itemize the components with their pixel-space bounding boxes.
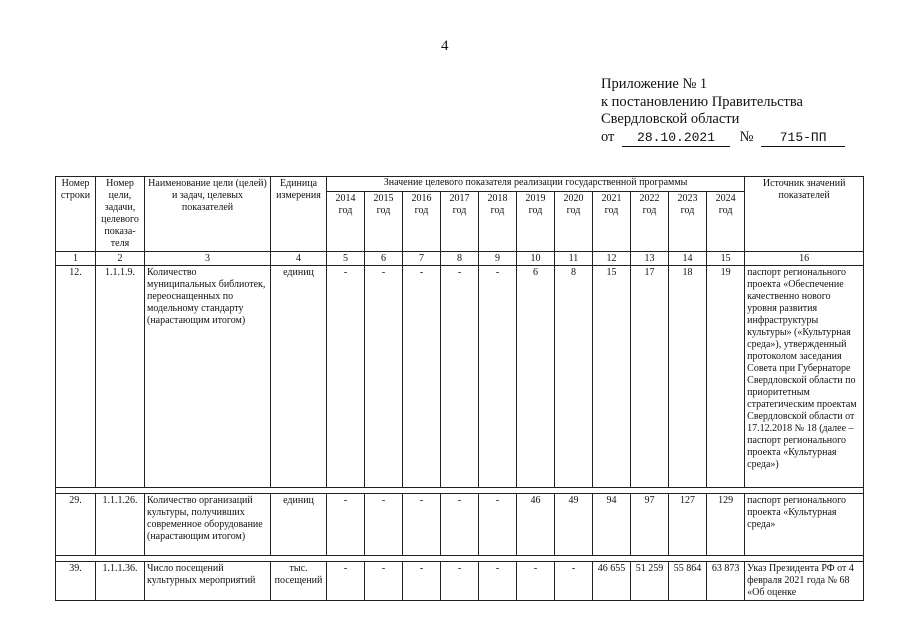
value-cell: 55 864: [669, 562, 707, 601]
header-name: Наименование цели (целей) и задач, целевых показателей: [145, 177, 271, 252]
column-number: 4: [271, 252, 327, 266]
decree-date: 28.10.2021: [622, 129, 730, 148]
goal-number: 1.1.1.9.: [96, 266, 145, 488]
unit: тыс. посещений: [271, 562, 327, 601]
value-cell: 127: [669, 494, 707, 556]
indicator-name: Количество организаций культуры, получивших современное оборудование (нарастающим итогом): [145, 494, 271, 556]
indicator-name: Количество муниципальных библиотек, переоснащенных по модельному стандарту (нарастающим итогом): [145, 266, 271, 488]
value-cell: -: [403, 562, 441, 601]
value-cell: 8: [555, 266, 593, 488]
appendix-title: Приложение № 1: [601, 76, 708, 92]
column-number: 8: [441, 252, 479, 266]
page-number: 4: [441, 38, 449, 54]
header-values-group: Значение целевого показателя реализации государственной программы: [327, 177, 745, 192]
indicator-name: Число посещений культурных мероприятий: [145, 562, 271, 601]
value-cell: -: [555, 562, 593, 601]
value-cell: -: [517, 562, 555, 601]
column-number: 11: [555, 252, 593, 266]
source-cell: Указ Президента РФ от 4 февраля 2021 года № 68 «Об оценке: [745, 562, 864, 601]
header-year: 2020 год: [555, 192, 593, 252]
value-cell: 94: [593, 494, 631, 556]
number-label: №: [739, 128, 754, 145]
value-cell: 51 259: [631, 562, 669, 601]
value-cell: -: [365, 266, 403, 488]
header-year: 2023 год: [669, 192, 707, 252]
value-cell: -: [327, 562, 365, 601]
appendix-date-line: [601, 129, 845, 148]
header-year: 2016 год: [403, 192, 441, 252]
value-cell: -: [327, 266, 365, 488]
value-cell: 49: [555, 494, 593, 556]
value-cell: 17: [631, 266, 669, 488]
value-cell: 18: [669, 266, 707, 488]
indicators-table: [55, 176, 864, 601]
column-number: 7: [403, 252, 441, 266]
value-cell: -: [365, 562, 403, 601]
value-cell: 97: [631, 494, 669, 556]
value-cell: 63 873: [707, 562, 745, 601]
from-label: от: [601, 128, 615, 145]
row-number: 12.: [56, 266, 96, 488]
goal-number: 1.1.1.36.: [96, 562, 145, 601]
appendix-header: [601, 76, 845, 147]
column-number: 10: [517, 252, 555, 266]
value-cell: 19: [707, 266, 745, 488]
column-number: 9: [479, 252, 517, 266]
column-number: 3: [145, 252, 271, 266]
column-number: 14: [669, 252, 707, 266]
unit: единиц: [271, 494, 327, 556]
header-row-number: Номер строки: [56, 177, 96, 252]
value-cell: -: [403, 494, 441, 556]
header-year: 2018 год: [479, 192, 517, 252]
column-number: 5: [327, 252, 365, 266]
value-cell: -: [479, 562, 517, 601]
unit: единиц: [271, 266, 327, 488]
table-row: [56, 562, 864, 601]
column-number: 2: [96, 252, 145, 266]
source-cell: паспорт регионального проекта «Культурная среда»: [745, 494, 864, 556]
row-number: 29.: [56, 494, 96, 556]
row-number: 39.: [56, 562, 96, 601]
value-cell: -: [441, 266, 479, 488]
value-cell: 46 655: [593, 562, 631, 601]
value-cell: 46: [517, 494, 555, 556]
value-cell: -: [479, 266, 517, 488]
goal-number: 1.1.1.26.: [96, 494, 145, 556]
header-goal-number: Номер цели, задачи, целевого показа-теля: [96, 177, 145, 252]
value-cell: -: [441, 494, 479, 556]
value-cell: 6: [517, 266, 555, 488]
header-year: 2019 год: [517, 192, 555, 252]
source-cell: паспорт регионального проекта «Обеспечение качественно нового уровня развития инфраструктуры культуры» («Культурная среда»), утвержденный протоколом заседания Совета при Губернаторе Свердловской области по приоритетным стратегическим проектам Свердловской области от 17.12.2018 № 18 (далее – паспорт регионального проекта «Культурная среда»): [745, 266, 864, 488]
header-year: 2014 год: [327, 192, 365, 252]
value-cell: -: [327, 494, 365, 556]
header-year: 2024 год: [707, 192, 745, 252]
header-year: 2015 год: [365, 192, 403, 252]
appendix-region-line: Свердловской области: [601, 111, 740, 127]
column-number-row: [56, 252, 864, 266]
appendix-decree-line: к постановлению Правительства: [601, 93, 803, 110]
value-cell: 15: [593, 266, 631, 488]
column-number: 12: [593, 252, 631, 266]
column-number: 15: [707, 252, 745, 266]
value-cell: 129: [707, 494, 745, 556]
column-number: 16: [745, 252, 864, 266]
header-year: 2021 год: [593, 192, 631, 252]
header-year: 2022 год: [631, 192, 669, 252]
decree-number: 715-ПП: [761, 129, 845, 148]
column-number: 13: [631, 252, 669, 266]
table-row: [56, 494, 864, 556]
header-source: Источник значений показателей: [745, 177, 864, 252]
value-cell: -: [403, 266, 441, 488]
table-row: [56, 266, 864, 488]
header-unit: Единица измерения: [271, 177, 327, 252]
header-year: 2017 год: [441, 192, 479, 252]
value-cell: -: [365, 494, 403, 556]
column-number: 6: [365, 252, 403, 266]
value-cell: -: [441, 562, 479, 601]
value-cell: -: [479, 494, 517, 556]
column-number: 1: [56, 252, 96, 266]
